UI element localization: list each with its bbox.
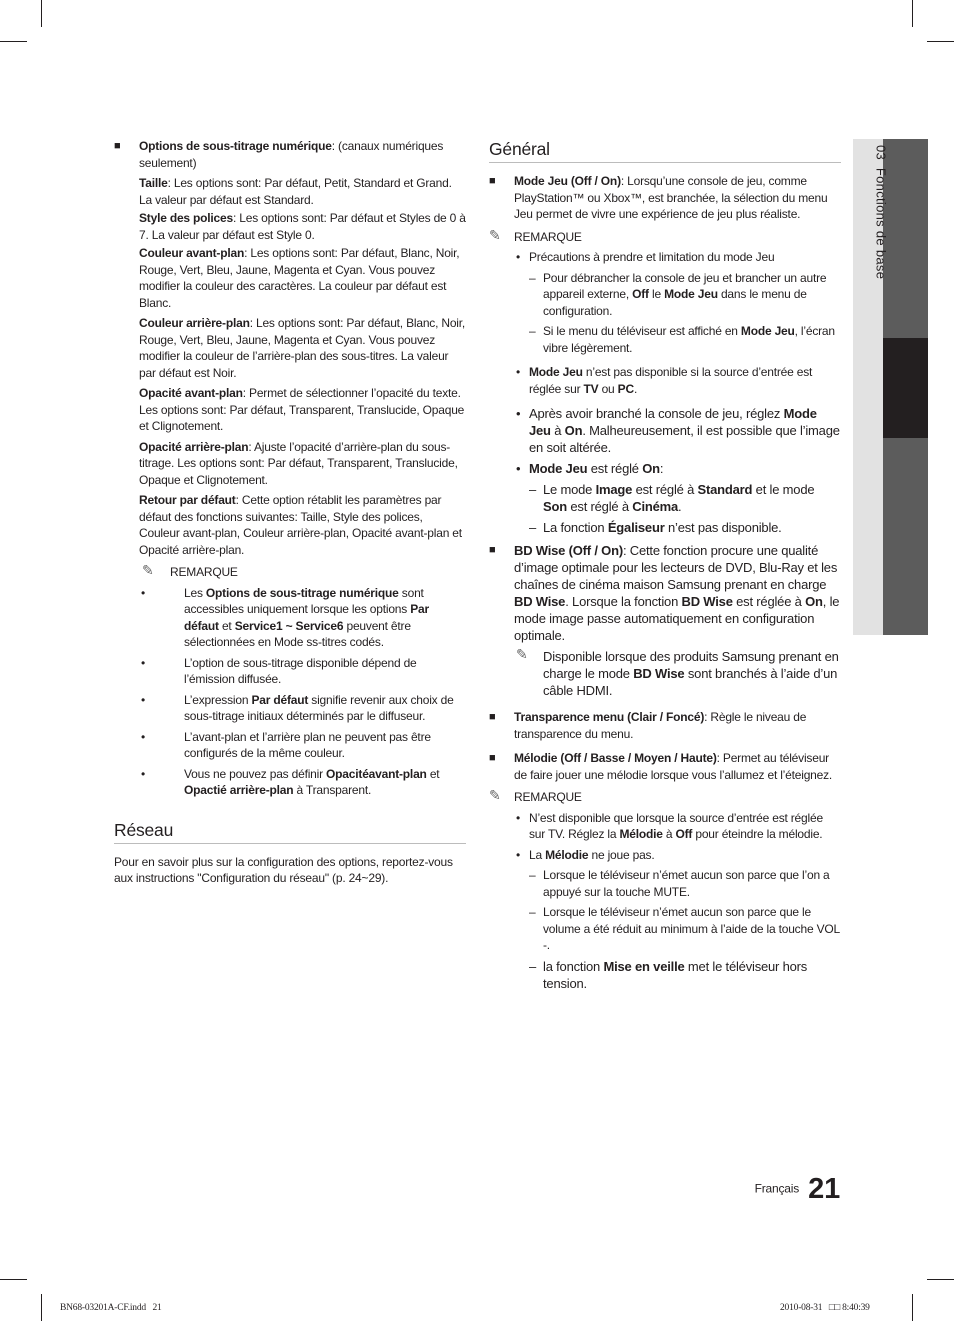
note-label: REMARQUE: [514, 790, 582, 804]
option-taille: [114, 175, 466, 208]
crop-mark: [912, 1294, 913, 1321]
bd-wise-item: [489, 542, 841, 644]
b: Off: [675, 827, 693, 841]
chapter-number: 03: [873, 145, 889, 161]
t: le: [648, 287, 665, 301]
b: Mélodie: [619, 827, 663, 841]
text: : Ajuste l’opacité d’arrière-plan du sous-titrage. Les options sont: Par défaut, Transparent, Translucide, Opaque et Clignotement.: [139, 439, 458, 487]
t: est réglé: [587, 461, 643, 476]
option-style: [114, 210, 466, 243]
label: Couleur avant-plan: [139, 246, 245, 260]
b: Cinéma: [632, 499, 679, 514]
sub-item: [489, 867, 841, 900]
pencil-icon: ✎: [516, 646, 528, 662]
pencil-icon: ✎: [142, 562, 154, 578]
b: On: [642, 461, 660, 476]
note-item: [489, 810, 841, 843]
note-item: [489, 249, 841, 266]
t: pour éteindre la mélodie.: [692, 827, 823, 841]
t: Le mode: [543, 482, 596, 497]
text: : Les options sont: Par défaut et Styles de 0 à 7. La valeur par défaut est Style 0.: [139, 211, 466, 242]
b: TV: [583, 381, 599, 396]
bd-wise-note: [489, 648, 841, 699]
t: à: [550, 423, 565, 438]
b: Opacitéavant-plan: [326, 766, 427, 781]
text: : Cette option rétablit les paramètres par défaut des fonctions suivantes: Taille, Style des polices, Couleur avant-plan, Couleur arrière-plan, Opacité avant-plan et Opacité arrière-plan.: [139, 493, 462, 557]
side-tab-dark-top: [883, 139, 928, 338]
page-number: 21: [808, 1172, 840, 1205]
text: L’avant-plan et l’arrière plan ne peuvent pas être configurés de la même couleur.: [184, 729, 431, 760]
t: et le mode: [752, 482, 815, 497]
t: ne joue pas.: [588, 847, 655, 862]
text: L’option de sous-titrage disponible dépend de l’émission diffusée.: [184, 655, 417, 686]
t: .: [546, 938, 550, 952]
t: peuvent être sélectionnées en Mode ss-titres codés.: [184, 618, 411, 649]
label: Mélodie (Off / Basse / Moyen / Haute): [514, 751, 717, 765]
mode-jeu-item: [489, 173, 841, 223]
label: Couleur arrière-plan: [139, 316, 250, 330]
section-title-general: Général: [489, 138, 841, 163]
text: [184, 586, 429, 650]
note-heading: [489, 789, 841, 806]
b: On: [564, 423, 583, 438]
note-label: REMARQUE: [514, 229, 582, 244]
language-label: Français: [754, 1181, 799, 1196]
t: .: [678, 499, 682, 514]
note-item: [114, 585, 466, 651]
file-info: BN68-03201A-CF.indd 21: [60, 1303, 162, 1313]
t: La fonction: [543, 520, 608, 535]
label: Opacité arrière-plan: [139, 439, 249, 454]
t: : Cette fonction procure une qualité d’image optimale pour les lecteurs de DVD, Blu-Ray et les chaînes de cinéma maison Samsung prenant en charge: [514, 543, 838, 592]
b: Mode Jeu: [529, 406, 817, 438]
t: sont accessibles uniquement lorsque les options: [184, 585, 424, 616]
b: Standard: [697, 482, 753, 497]
t: et: [426, 766, 440, 781]
crop-mark: [41, 0, 42, 27]
b: Mise en veille: [603, 958, 685, 974]
crop-mark: [0, 41, 27, 42]
side-tab-label: [872, 145, 889, 279]
t: sont branchés à l’aide d’un câble HDMI.: [543, 666, 838, 698]
b: Son: [543, 499, 567, 514]
label: Mode Jeu (Off / On): [514, 174, 621, 188]
label: Taille: [139, 176, 168, 190]
b: Mélodie: [545, 847, 589, 862]
b: Options de sous-titrage numérique: [205, 585, 399, 600]
b: BD Wise: [633, 666, 685, 681]
note-item: [114, 692, 466, 725]
text: : Les options sont: Par défaut, Blanc, Noir, Rouge, Vert, Bleu, Jaune, Magenta et Cyan. Vous pouvez modifier la couleur des caractères. La couleur par défaut est Blanc.: [139, 246, 460, 310]
t: ou: [598, 381, 618, 396]
label: Transparence menu (Clair / Foncé): [514, 710, 705, 724]
reseau-text: Pour en savoir plus sur la configuration des options, reportez-vous aux instructions "Configuration du réseau" (p. 24~29).: [114, 854, 453, 885]
t: L’expression: [184, 692, 252, 707]
sub-item: [489, 481, 841, 515]
t: Lorsque le téléviseur n’émet aucun son parce que l’on a appuyé sur la touche: [543, 868, 830, 899]
chapter-label: Fonctions de base: [873, 167, 889, 280]
b: BD Wise (Off / On): [514, 543, 623, 558]
t: , l’écran vibre légèrement.: [543, 324, 835, 355]
option-retour: [114, 492, 466, 558]
crop-mark: [912, 0, 913, 27]
t: Après avoir branché la console de jeu, réglez: [529, 406, 784, 421]
text: : Les options sont: Par défaut, Blanc, Noir, Rouge, Vert, Bleu, Jaune, Magenta et Cyan. Vous pouvez modifier la couleur de l’arrière-plan des sous-titres. La valeur par défaut est Noir.: [139, 316, 466, 380]
t: n’est pas disponible si la source d’entrée est réglée sur: [529, 365, 813, 396]
b: Mode Jeu: [664, 287, 718, 301]
text: : Règle le niveau de transparence du menu.: [514, 710, 807, 741]
b: Image: [595, 482, 633, 497]
b: Mode Jeu: [529, 461, 588, 476]
t: à: [662, 827, 676, 841]
caption-options-item: [114, 138, 466, 171]
text: Précautions à prendre et limitation du mode Jeu: [529, 250, 775, 264]
t: Vous ne pouvez pas définir: [184, 766, 327, 781]
t: dans le menu de configuration.: [543, 287, 807, 318]
note-item: [114, 655, 466, 688]
section-title-reseau: Réseau: [114, 819, 466, 844]
sub-item: [489, 904, 841, 954]
sub-item: [489, 323, 841, 356]
crop-mark: [927, 41, 954, 42]
crop-mark: [927, 1279, 954, 1280]
b: MUTE: [653, 884, 687, 899]
sub-item: [489, 270, 841, 320]
item-title: Options de sous-titrage numérique: [139, 139, 332, 153]
option-opacite-avant: [114, 385, 466, 435]
side-tab-dark-bottom: [883, 438, 928, 635]
t: . Malheureusement, il est possible que l’image en soit altérée.: [529, 423, 840, 455]
t: met le téléviseur hors tension.: [543, 958, 808, 991]
b: Off: [632, 287, 649, 301]
t: Pour débrancher la console de jeu et brancher un autre appareil externe,: [543, 270, 827, 301]
text: : Lorsqu’une console de jeu, comme PlayStation™ ou Xbox™, est branchée, la sélection du menu Jeu permet de vivre une expérience de jeu plus réaliste.: [514, 174, 828, 221]
label: Retour par défaut: [139, 493, 236, 507]
pencil-icon: ✎: [489, 226, 501, 243]
label: Style des polices: [139, 211, 233, 225]
t: est réglé à: [566, 499, 633, 514]
b: Service1 ~ Service6: [234, 618, 344, 633]
t: :: [659, 461, 664, 476]
t: est réglé à: [632, 482, 698, 497]
sub-item: [489, 519, 841, 536]
b: Par défaut: [184, 602, 429, 633]
b: BD Wise: [514, 594, 566, 609]
note-heading: [489, 226, 841, 246]
sub-item: [489, 958, 841, 992]
note-item: [489, 847, 841, 864]
b: Opactié arrière-plan: [184, 783, 294, 797]
t: .: [633, 381, 638, 396]
option-opacite-arriere: [114, 439, 466, 489]
note-item: [489, 364, 841, 397]
crop-mark: [41, 1294, 42, 1321]
t: .: [686, 884, 690, 899]
note-item: [489, 460, 841, 477]
pencil-icon: ✎: [489, 787, 501, 803]
t: Disponible lorsque des produits Samsung prenant en charge le mode: [543, 649, 839, 681]
t: . Lorsque la fonction: [565, 594, 682, 609]
b: On: [805, 594, 823, 609]
text: : Les options sont: Par défaut, Petit, Standard et Grand. La valeur par défaut est Standard.: [139, 176, 452, 207]
note-item: [114, 766, 466, 799]
item-desc: : (canaux numériques seulement): [139, 139, 444, 170]
side-tab-black: [883, 338, 928, 438]
option-couleur-arriere: [114, 315, 466, 381]
b: PC: [617, 381, 634, 396]
t: et: [218, 618, 235, 633]
note-heading: [114, 564, 466, 581]
b: BD Wise: [681, 594, 733, 609]
note-item: [489, 405, 841, 456]
t: Lorsque le téléviseur n’émet aucun son parce que le volume a été réduit au minimum à l’aide de la touche: [543, 905, 817, 936]
b: VOL -: [543, 921, 840, 952]
crop-mark: [0, 1279, 27, 1280]
t: est réglée à: [732, 594, 806, 609]
page-footer: [700, 1172, 840, 1205]
b: Égaliseur: [607, 520, 665, 535]
left-column: [114, 138, 466, 887]
timestamp: 2010-08-31 □□ 8:40:39: [780, 1303, 870, 1313]
b: Mode Jeu: [740, 324, 795, 338]
b: Par défaut: [251, 692, 309, 707]
t: La: [529, 847, 546, 862]
melodie-item: [489, 750, 841, 783]
t: N’est disponible que lorsque la source d’entrée est réglée sur TV. Réglez la: [529, 810, 823, 841]
t: Les: [184, 585, 206, 600]
note-item: [114, 729, 466, 762]
b: Mode Jeu: [529, 365, 583, 379]
t: , le mode image passe automatiquement en configuration optimale.: [514, 594, 840, 643]
text: : Permet au téléviseur de faire jouer une mélodie lorsque vous l’allumez et l’éteignez.: [514, 751, 833, 782]
t: n’est pas disponible.: [664, 520, 782, 535]
text: : Permet de sélectionner l’opacité du texte. Les options sont: Par défaut, Transparent, Translucide, Opaque et Clignotement.: [139, 386, 465, 433]
t: la fonction: [543, 958, 604, 974]
right-column: [489, 138, 841, 996]
option-couleur-avant: [114, 245, 466, 311]
t: à Transparent.: [293, 783, 372, 797]
t: Si le menu du téléviseur est affiché en: [543, 324, 741, 338]
label: Opacité avant-plan: [139, 386, 243, 400]
transparence-item: [489, 709, 841, 742]
t: signifie revenir aux choix de sous-titrage initiaux déterminés par le diffuseur.: [184, 692, 454, 723]
note-label: REMARQUE: [170, 565, 238, 579]
